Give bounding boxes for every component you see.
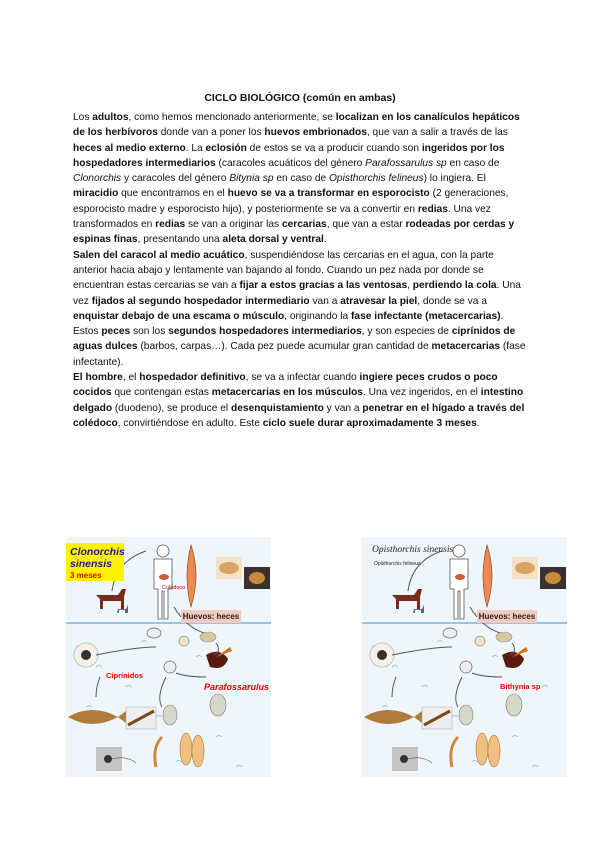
egg — [496, 632, 512, 642]
miracidium — [164, 661, 176, 673]
dog-host — [96, 589, 126, 609]
life-cycle-illustration — [362, 537, 567, 777]
cercaria — [155, 737, 162, 767]
snail-host-label: Bithynia sp — [500, 682, 541, 691]
species-name-line2: sinensis — [70, 558, 113, 570]
eggs-label: Huevos: heces — [182, 612, 240, 621]
document-body: Los adultos, como hemos mencionado anteriormente, se localizan en los canalículos hepáticos de los herbívoros donde van a poner los huevos embrionados, que van a salir a través de las heces al medio externo. La eclosión de estos se va a producir cuando son ingeridos por los hospedadores intermediarios (caracoles acuáticos del género Parafossarulus sp en caso de Clonorchis y caracoles del género Bitynia sp en caso de Opisthorchis felineus) lo ingiera. El miracidio que encontramos en el huevo se va a transformar en esporocisto (2 generaciones, esporocisto madre y esporocisto hijo), y posteriormente se va a convertir en redias. Una vez transformados en redias se van a originar las cercarias, que van a estar rodeadas por cerdas y espinas finas, presentando una aleta dorsal y ventral. Salen del caracol al medio acuático, suspendiéndose las cercarias en el agua, con la parte anterior hacia abajo y lentamente van bajando al fondo. Cuando un pez nada por donde se encuentran estas cercarias se van a fijar a estos gracias a las ventosas, perdiendo la cola. Una vez fijados al segundo hospedador intermediario van a atravesar la piel, donde se va a enquistar debajo de una escama o músculo, originando la fase infectante (metacercarias). Estos peces son los segundos hospedadores intermediarios, y son especies de ciprínidos de aguas dulces (barbos, carpas…). Cada pez puede acumular gran cantidad de metacercarias (fase infectante). El hombre, el hospedador definitivo, se va a infectar cuando ingiere peces crudos o poco cocidos que contengan estas metacercarias en los músculos. Una vez ingeridos, en el intestino delgado (duodeno), se produce el desenquistamiento y van a penetrar en el hígado a través del colédoco, convirtiéndose en adulto. Este ciclo suele durar aproximadamente 3 meses. — [73, 112, 526, 429]
species-name: Opisthorchis sinensis — [372, 545, 454, 555]
human-host — [450, 545, 468, 619]
redia — [163, 705, 177, 725]
redia-2 — [210, 694, 226, 716]
adult-worm — [187, 545, 196, 607]
sporocyst — [443, 628, 457, 638]
miracidium — [460, 661, 472, 673]
liver — [455, 574, 465, 580]
snail-host — [502, 652, 524, 668]
redia-3 — [476, 733, 488, 765]
egg — [200, 632, 216, 642]
adult-worm — [483, 545, 492, 607]
fish-host — [364, 710, 422, 724]
sporocyst — [147, 628, 161, 638]
cercaria — [451, 737, 458, 767]
redia-2 — [506, 694, 522, 716]
species-name-line1: Clonorchis — [70, 546, 125, 558]
liver — [159, 574, 169, 580]
redia-3 — [180, 733, 192, 765]
human-host — [154, 545, 172, 619]
snail-host-label: Parafossarulus — [204, 682, 270, 692]
dog-host — [392, 589, 422, 609]
fish-host — [68, 710, 126, 724]
redia — [459, 705, 473, 725]
cycle-duration: 3 meses — [70, 571, 102, 580]
fish-host-label: Ciprínidos — [106, 671, 144, 680]
life-cycle-figure-opisthorchis — [362, 537, 567, 777]
snail-host — [206, 652, 228, 668]
life-cycle-figure-clonorchis — [66, 537, 271, 777]
coledoco-label: Colédoco — [162, 585, 186, 591]
subspecies-name: Opisthorchis felineus — [374, 561, 421, 567]
document-title: CICLO BIOLÓGICO (común en ambas) — [204, 92, 396, 104]
eggs-label: Huevos: heces — [478, 612, 536, 621]
